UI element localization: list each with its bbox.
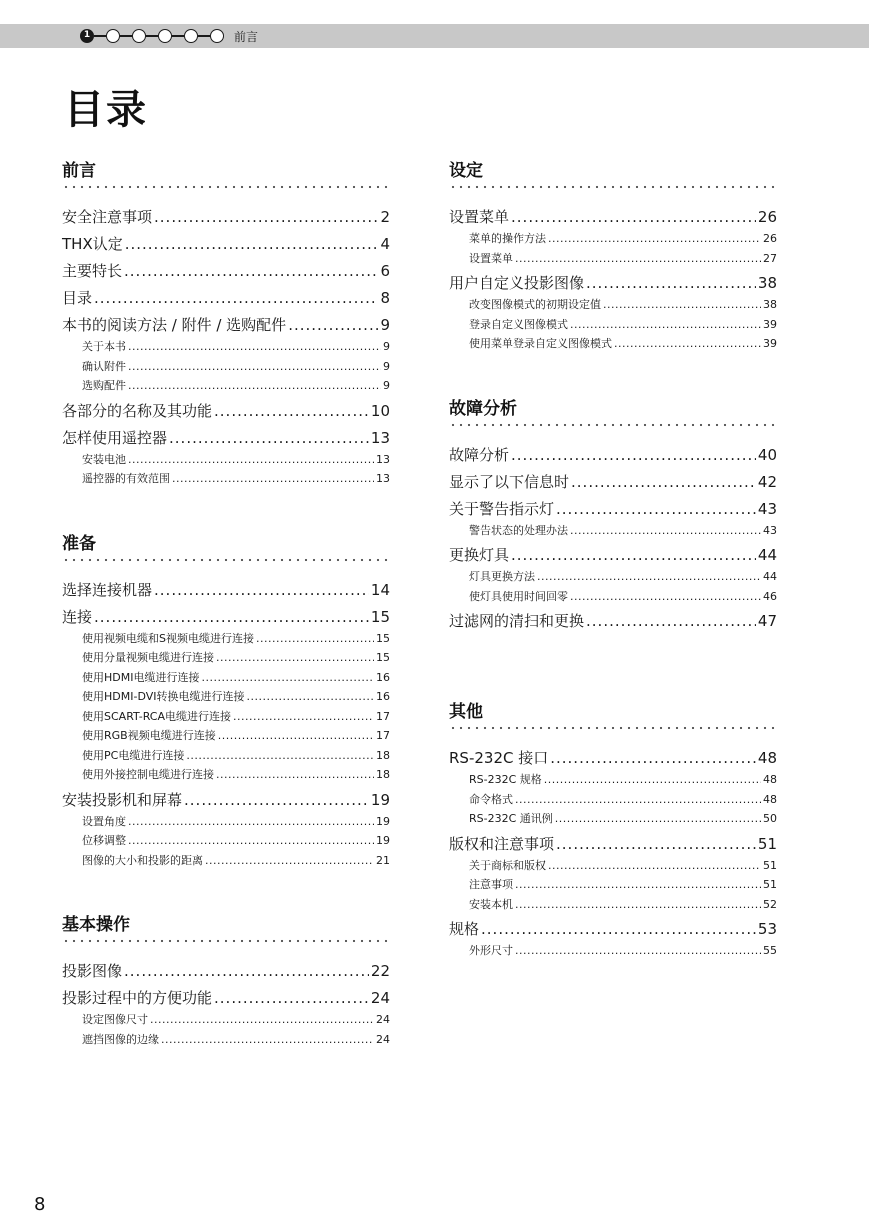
- entry-title: 过滤网的清扫和更换: [449, 612, 585, 630]
- entry-title: 安装本机: [469, 897, 513, 911]
- toc-entry[interactable]: [62, 286, 390, 310]
- toc-entry[interactable]: [449, 832, 777, 856]
- dot-leader: [555, 809, 761, 829]
- entry-title: 选择连接机器: [62, 580, 153, 599]
- entry-title: 使用菜单登录自定义图像模式: [469, 337, 612, 350]
- page-number: 8: [34, 1194, 46, 1215]
- chapter-step-indicator: [184, 29, 198, 43]
- toc-entry[interactable]: [62, 232, 390, 256]
- entry-title: 改变图像模式的初期设定值: [469, 298, 601, 311]
- entry-page-number: 38: [763, 298, 777, 311]
- entry-page-number: 2: [380, 208, 390, 226]
- entry-title: 连接: [62, 607, 93, 626]
- dot-leader: [154, 205, 378, 229]
- toc-subentry[interactable]: [449, 856, 777, 876]
- toc-subentry[interactable]: [62, 765, 390, 785]
- entry-title: 关于警告指示灯: [449, 499, 555, 518]
- dotted-divider: [62, 939, 390, 943]
- entry-page-number: 9: [380, 316, 390, 334]
- chapter-step-indicator: [132, 29, 146, 43]
- dot-leader: [603, 295, 761, 315]
- section-heading: 准备: [62, 533, 96, 554]
- entry-title: 安全注意事项: [62, 208, 153, 226]
- toc-subentry[interactable]: [449, 895, 777, 915]
- toc-subentry[interactable]: [62, 687, 390, 707]
- entry-title: 遮挡图像的边缘: [82, 1032, 159, 1046]
- entry-page-number: 43: [763, 523, 777, 537]
- dot-leader: [186, 746, 374, 766]
- chapter-step-indicator: [106, 29, 120, 43]
- entry-title: 警告状态的处理办法: [469, 523, 568, 537]
- toc-entry[interactable]: [62, 399, 390, 423]
- toc-section: [62, 914, 390, 1049]
- entry-title: 规格: [449, 920, 480, 938]
- entry-page-number: 47: [757, 612, 777, 630]
- entry-title: 显示了以下信息时: [449, 472, 570, 491]
- entry-title: RS-232C 接口: [449, 749, 549, 767]
- dot-leader: [548, 856, 761, 876]
- toc-subentry[interactable]: [449, 521, 777, 541]
- dot-leader: [515, 875, 761, 895]
- entry-page-number: 48: [757, 749, 777, 767]
- entry-title: 使用SCART-RCA电缆进行连接: [82, 709, 232, 723]
- entry-page-number: 16: [376, 690, 390, 703]
- page-title: 目录: [64, 87, 148, 133]
- entry-title: 灯具更换方法: [469, 570, 535, 583]
- dot-leader: [94, 605, 369, 629]
- toc-subentry[interactable]: [449, 567, 777, 587]
- entry-page-number: 51: [763, 858, 777, 872]
- dot-leader: [172, 469, 374, 489]
- entry-title: 图像的大小和投影的距离: [82, 853, 203, 867]
- chapter-step-indicator: [210, 29, 224, 43]
- entry-page-number: 13: [376, 472, 390, 485]
- toc-section: [62, 160, 390, 489]
- toc-entry[interactable]: [449, 443, 777, 467]
- dot-leader: [570, 315, 761, 335]
- entry-page-number: 24: [376, 1032, 390, 1046]
- entry-title: 投影图像: [62, 962, 123, 980]
- entry-title: 使用HDMI电缆进行连接: [82, 670, 200, 684]
- dot-leader: [537, 567, 761, 587]
- entry-page-number: 27: [763, 251, 777, 265]
- entry-title: 本书的阅读方法 / 附件 / 选购配件: [62, 316, 287, 334]
- entry-title: 使用分量视频电缆进行连接: [82, 651, 214, 664]
- dot-leader: [128, 831, 374, 851]
- entry-page-number: 44: [763, 570, 777, 583]
- entry-page-number: 10: [370, 401, 390, 420]
- toc-entry[interactable]: [449, 917, 777, 941]
- entry-title: 使用视频电缆和S视频电缆进行连接: [82, 631, 254, 645]
- step-connector: [120, 35, 132, 37]
- toc-entry[interactable]: [449, 746, 777, 770]
- entry-title: 使用外接控制电缆进行连接: [82, 768, 214, 781]
- entry-title: 用户自定义投影图像: [449, 274, 585, 292]
- toc-subentry[interactable]: [449, 315, 777, 335]
- entry-page-number: 18: [376, 768, 390, 781]
- entry-title: 关于本书: [82, 340, 126, 353]
- section-heading: 设定: [449, 161, 483, 181]
- dot-leader: [511, 543, 756, 567]
- toc-entry[interactable]: [449, 271, 777, 295]
- entry-title: 各部分的名称及其功能: [62, 401, 213, 420]
- dot-leader: [247, 687, 375, 707]
- dot-leader: [216, 648, 374, 668]
- toc-subentry[interactable]: [62, 668, 390, 688]
- dot-leader: [205, 851, 374, 871]
- dot-leader: [128, 337, 381, 357]
- toc-subentry[interactable]: [62, 851, 390, 871]
- entry-page-number: 38: [757, 274, 777, 292]
- toc-subentry[interactable]: [449, 295, 777, 315]
- entry-title: 外形尺寸: [469, 944, 513, 957]
- entry-page-number: 9: [383, 359, 390, 373]
- entry-title: 设置角度: [82, 814, 126, 828]
- toc-subentry[interactable]: [62, 726, 390, 746]
- dot-leader: [216, 765, 374, 785]
- toc-subentry[interactable]: [449, 790, 777, 810]
- entry-page-number: 13: [370, 428, 390, 447]
- entry-title: 投影过程中的方便功能: [62, 989, 213, 1007]
- entry-page-number: 22: [370, 962, 390, 980]
- entry-page-number: 48: [763, 792, 777, 806]
- dotted-divider: [449, 423, 777, 427]
- entry-page-number: 16: [376, 670, 390, 684]
- entry-page-number: 18: [376, 748, 390, 762]
- dotted-divider: [62, 185, 390, 189]
- section-heading: 故障分析: [449, 398, 517, 419]
- toc-subentry[interactable]: [449, 587, 777, 607]
- entry-page-number: 9: [383, 379, 390, 392]
- toc-entry[interactable]: [62, 986, 390, 1010]
- toc-entry[interactable]: [449, 205, 777, 229]
- entry-page-number: 26: [763, 232, 777, 245]
- entry-page-number: 55: [763, 944, 777, 957]
- toc-column-left: [62, 160, 390, 1049]
- dot-leader: [214, 399, 369, 423]
- toc-entry[interactable]: [62, 788, 390, 812]
- entry-page-number: 51: [757, 834, 777, 853]
- entry-title: 版权和注意事项: [449, 834, 555, 853]
- dot-leader: [511, 205, 756, 229]
- dot-leader: [218, 726, 374, 746]
- dotted-divider: [62, 558, 390, 562]
- entry-page-number: 19: [370, 790, 390, 809]
- entry-page-number: 17: [376, 709, 390, 723]
- entry-page-number: 24: [370, 989, 390, 1007]
- dot-leader: [614, 334, 761, 354]
- toc-subentry[interactable]: [449, 770, 777, 790]
- entry-title: 安装投影机和屏幕: [62, 790, 183, 809]
- entry-title: 注意事项: [469, 878, 513, 891]
- entry-page-number: 4: [380, 235, 390, 253]
- toc-subentry[interactable]: [62, 469, 390, 489]
- dot-leader: [125, 232, 379, 256]
- toc-entry[interactable]: [62, 959, 390, 983]
- entry-page-number: 13: [376, 452, 390, 466]
- chapter-step-indicator: 1: [80, 29, 94, 43]
- dot-leader: [124, 959, 369, 983]
- entry-title: 选购配件: [82, 379, 126, 392]
- entry-page-number: 15: [376, 631, 390, 645]
- toc-subentry[interactable]: [449, 875, 777, 895]
- toc-subentry[interactable]: [62, 707, 390, 727]
- dot-leader: [571, 470, 756, 494]
- entry-title: 主要特长: [62, 262, 123, 280]
- dot-leader: [124, 259, 378, 283]
- chapter-step-indicator: [158, 29, 172, 43]
- dot-leader: [550, 746, 756, 770]
- entry-page-number: 48: [763, 773, 777, 786]
- entry-page-number: 46: [763, 589, 777, 603]
- step-connector: [94, 35, 106, 37]
- dot-leader: [515, 249, 761, 269]
- toc-subentry[interactable]: [62, 812, 390, 832]
- entry-title: 关于商标和版权: [469, 858, 546, 872]
- toc-subentry[interactable]: [62, 357, 390, 377]
- dot-leader: [556, 832, 756, 856]
- toc-subentry[interactable]: [62, 746, 390, 766]
- toc-subentry[interactable]: [62, 648, 390, 668]
- entry-title: 登录自定义图像模式: [469, 317, 568, 331]
- entry-title: THX认定: [62, 235, 123, 253]
- toc-subentry[interactable]: [62, 450, 390, 470]
- entry-title: RS-232C 规格: [469, 773, 542, 786]
- toc-section: [449, 160, 777, 354]
- toc-entry[interactable]: [449, 609, 777, 633]
- entry-page-number: 26: [757, 208, 777, 226]
- entry-page-number: 39: [763, 337, 777, 350]
- dot-leader: [481, 917, 756, 941]
- entry-page-number: 42: [757, 472, 777, 491]
- entry-page-number: 39: [763, 317, 777, 331]
- dot-leader: [128, 450, 374, 470]
- entry-title: 设置菜单: [449, 208, 510, 226]
- toc-section: [62, 533, 390, 871]
- dot-leader: [94, 286, 378, 310]
- dot-leader: [515, 790, 761, 810]
- dot-leader: [184, 788, 369, 812]
- entry-title: 设定图像尺寸: [82, 1013, 148, 1026]
- dot-leader: [570, 587, 761, 607]
- dotted-divider: [449, 726, 777, 730]
- toc-subentry[interactable]: [62, 1030, 390, 1050]
- entry-title: 使用RGB视频电缆进行连接: [82, 729, 216, 742]
- toc-subentry[interactable]: [449, 249, 777, 269]
- dot-leader: [511, 443, 756, 467]
- toc-subentry[interactable]: [62, 831, 390, 851]
- dot-leader: [288, 313, 378, 337]
- entry-title: 安装电池: [82, 452, 126, 466]
- entry-page-number: 51: [763, 878, 777, 891]
- toc-entry[interactable]: [62, 605, 390, 629]
- entry-title: 命令格式: [469, 792, 513, 806]
- entry-title: 使灯具使用时间回零: [469, 589, 568, 603]
- entry-page-number: 21: [376, 853, 390, 867]
- entry-title: 目录: [62, 289, 93, 307]
- dot-leader: [586, 609, 756, 633]
- dot-leader: [233, 707, 374, 727]
- entry-title: 遥控器的有效范围: [82, 472, 170, 485]
- dot-leader: [515, 895, 761, 915]
- dot-leader: [214, 986, 369, 1010]
- entry-title: RS-232C 通讯例: [469, 812, 553, 825]
- entry-title: 故障分析: [449, 445, 510, 464]
- entry-page-number: 53: [757, 920, 777, 938]
- toc-entry[interactable]: [449, 543, 777, 567]
- dot-leader: [586, 271, 756, 295]
- section-heading: 前言: [62, 161, 96, 181]
- dot-leader: [570, 521, 761, 541]
- entry-title: 使用PC电缆进行连接: [82, 748, 185, 762]
- toc-entry[interactable]: [449, 470, 777, 494]
- toc-entry[interactable]: [62, 578, 390, 602]
- dot-leader: [128, 357, 381, 377]
- dotted-divider: [449, 185, 777, 189]
- entry-page-number: 52: [763, 897, 777, 911]
- section-heading: 基本操作: [62, 915, 130, 935]
- entry-page-number: 6: [380, 262, 390, 280]
- entry-page-number: 8: [380, 289, 390, 307]
- toc-entry[interactable]: [62, 205, 390, 229]
- entry-title: 菜单的操作方法: [469, 232, 546, 245]
- entry-page-number: 14: [370, 580, 390, 599]
- dot-leader: [150, 1010, 374, 1030]
- toc-column-right: [449, 160, 777, 961]
- entry-page-number: 24: [376, 1013, 390, 1026]
- dot-leader: [548, 229, 761, 249]
- toc-entry[interactable]: [62, 313, 390, 337]
- toc-subentry[interactable]: [449, 941, 777, 961]
- entry-title: 设置菜单: [469, 251, 513, 265]
- toc-subentry[interactable]: [62, 376, 390, 396]
- entry-page-number: 15: [370, 607, 390, 626]
- entry-title: 位移调整: [82, 834, 126, 847]
- entry-title: 使用HDMI-DVI转换电缆进行连接: [82, 690, 245, 703]
- toc-section: [449, 398, 777, 634]
- entry-page-number: 50: [763, 812, 777, 825]
- toc-subentry[interactable]: [62, 337, 390, 357]
- step-connector: [146, 35, 158, 37]
- dot-leader: [544, 770, 761, 790]
- entry-page-number: 44: [757, 546, 777, 564]
- step-connector: [172, 35, 184, 37]
- entry-page-number: 17: [376, 729, 390, 742]
- dot-leader: [256, 629, 374, 649]
- toc-subentry[interactable]: [62, 629, 390, 649]
- dot-leader: [154, 578, 369, 602]
- breadcrumb: 前言: [234, 29, 259, 44]
- entry-title: 怎样使用遥控器: [62, 428, 168, 447]
- chapter-progress: [80, 28, 258, 44]
- toc-subentry[interactable]: [449, 334, 777, 354]
- toc-entry[interactable]: [62, 259, 390, 283]
- entry-page-number: 19: [376, 834, 390, 847]
- dot-leader: [556, 497, 756, 521]
- entry-page-number: 15: [376, 651, 390, 664]
- dot-leader: [161, 1030, 374, 1050]
- entry-page-number: 9: [383, 340, 390, 353]
- dot-leader: [169, 426, 369, 450]
- dot-leader: [128, 812, 374, 832]
- dot-leader: [128, 376, 381, 396]
- toc-entry[interactable]: [449, 497, 777, 521]
- toc-subentry[interactable]: [62, 1010, 390, 1030]
- entry-title: 确认附件: [82, 359, 126, 373]
- dot-leader: [201, 668, 374, 688]
- entry-page-number: 19: [376, 814, 390, 828]
- entry-page-number: 43: [757, 499, 777, 518]
- entry-page-number: 40: [757, 445, 777, 464]
- entry-title: 更换灯具: [449, 546, 510, 564]
- toc-section: [449, 701, 777, 961]
- step-connector: [198, 35, 210, 37]
- toc-subentry[interactable]: [449, 229, 777, 249]
- section-heading: 其他: [449, 702, 483, 722]
- dot-leader: [515, 941, 761, 961]
- toc-subentry[interactable]: [449, 809, 777, 829]
- toc-entry[interactable]: [62, 426, 390, 450]
